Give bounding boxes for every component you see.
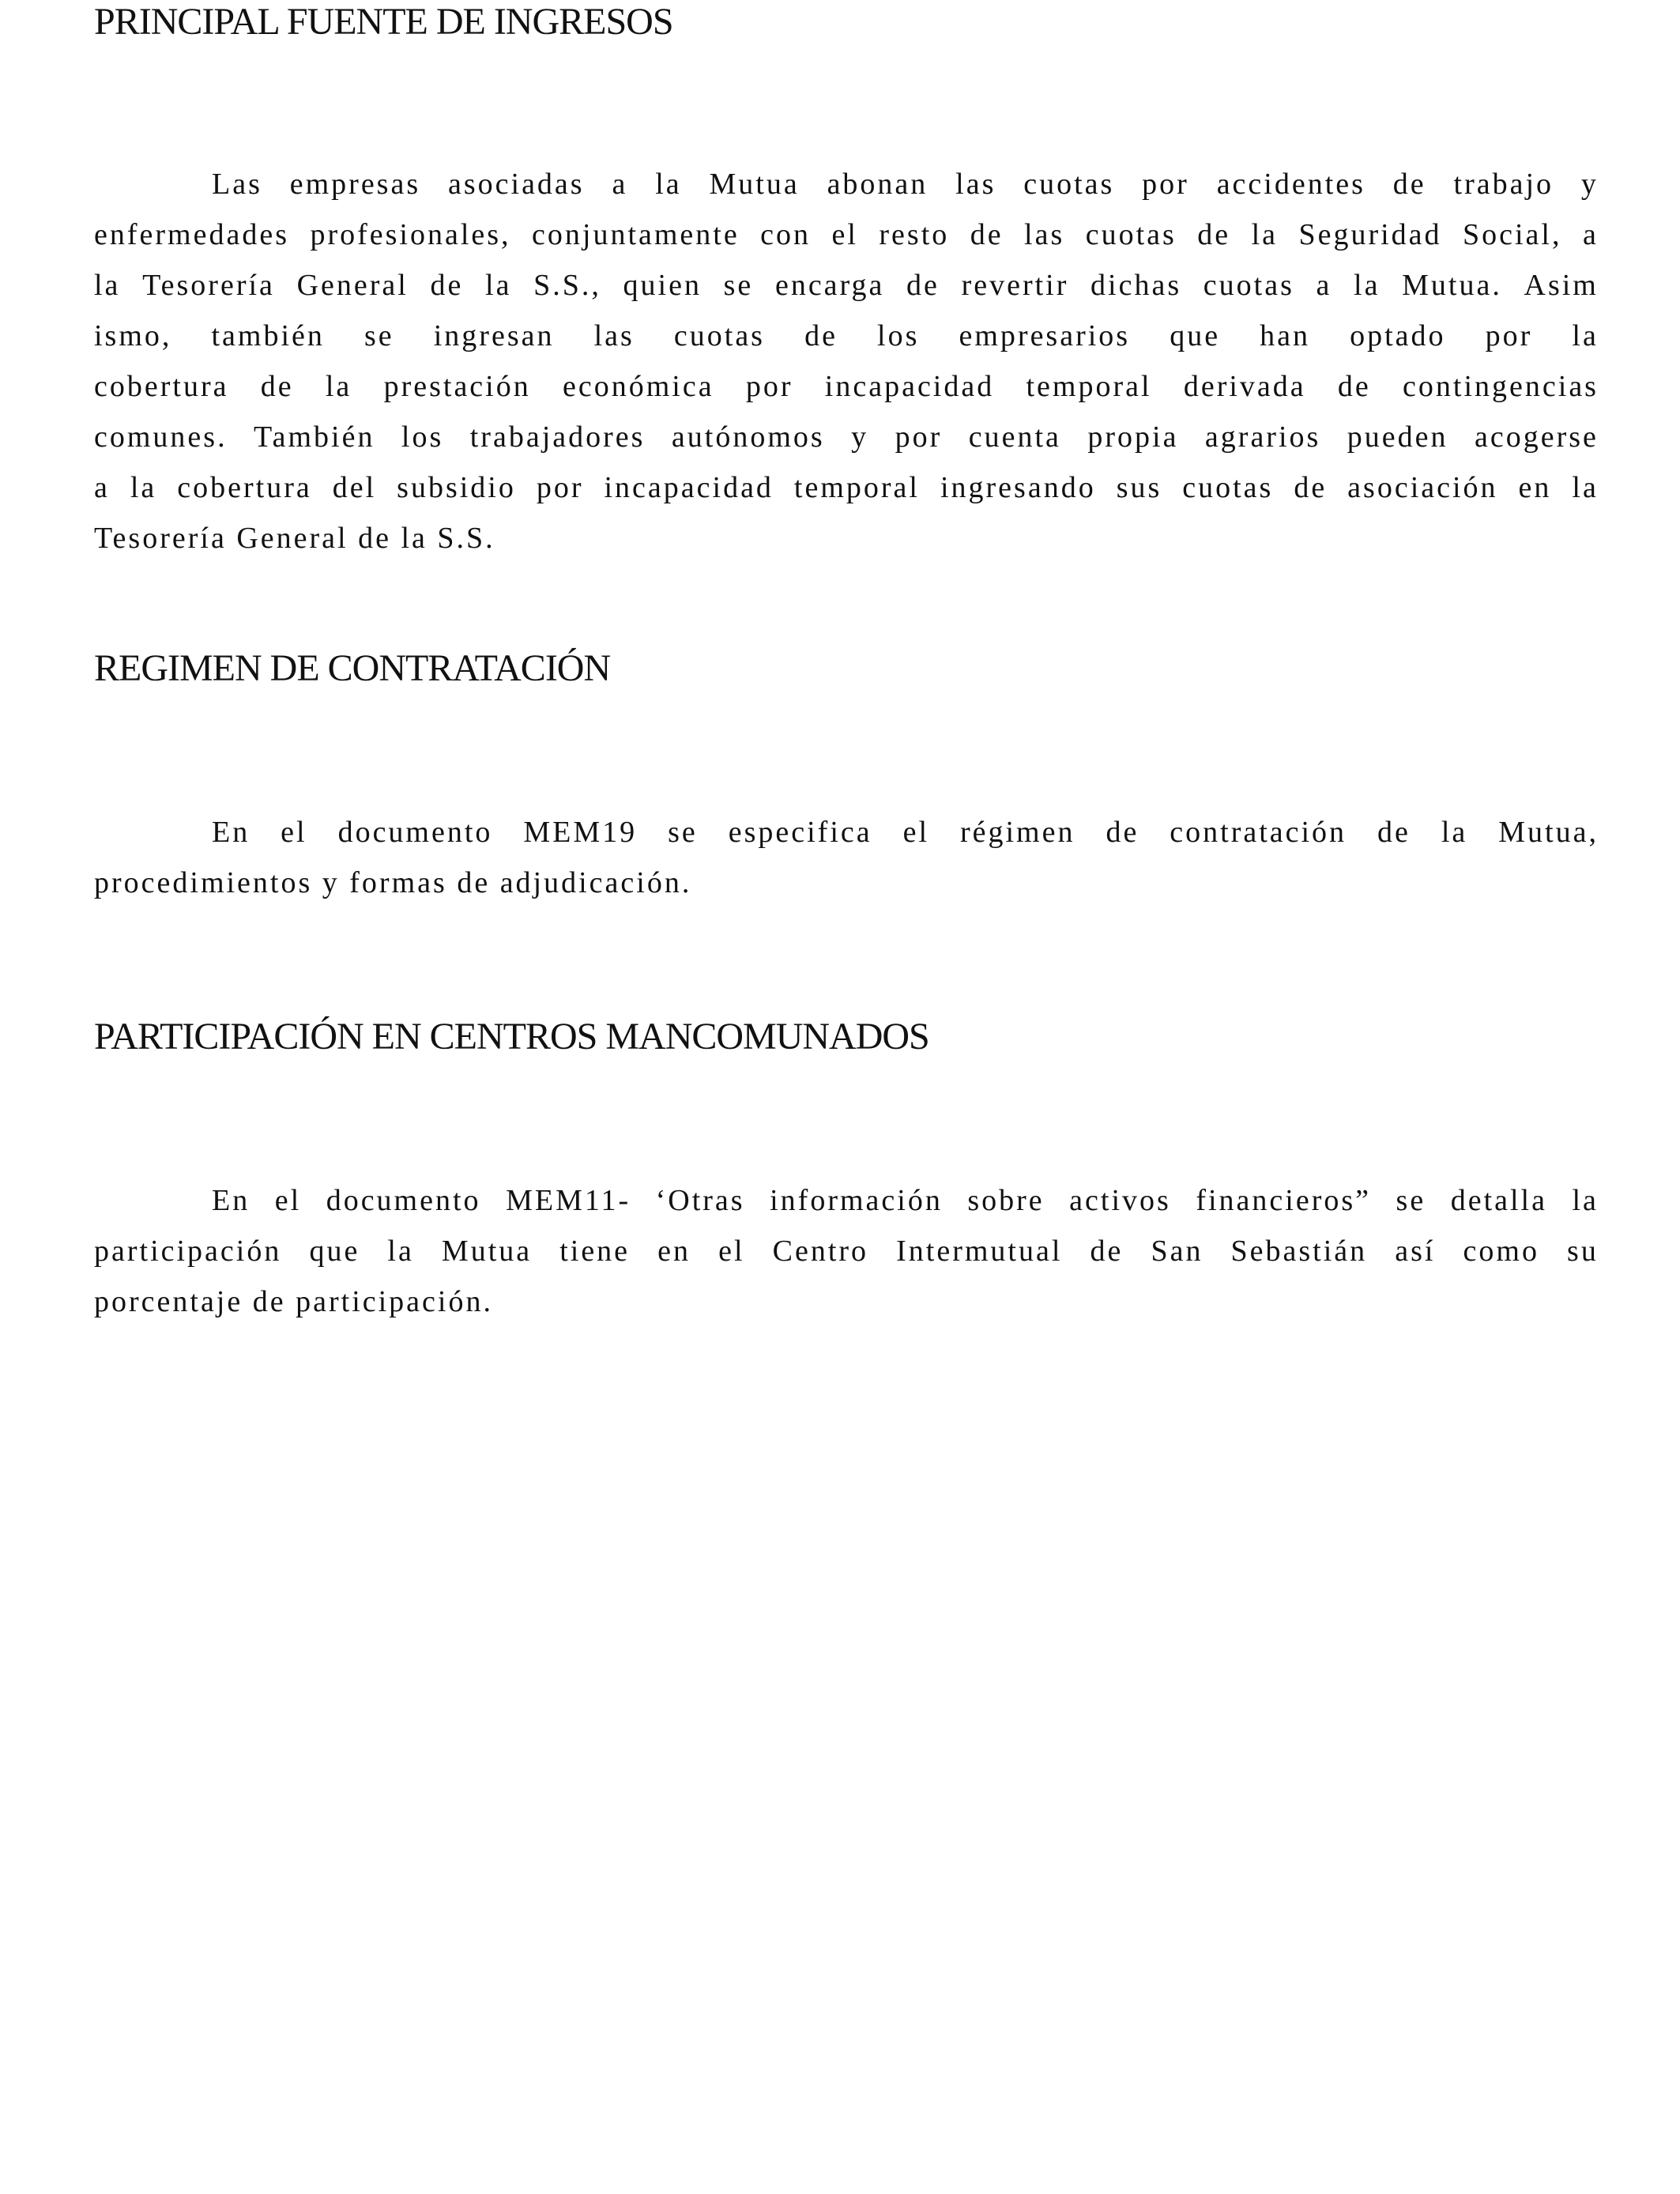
paragraph-ingresos [94,159,1599,564]
word: profesionales, [310,218,511,251]
word: de [906,269,940,302]
word: acogerse [1474,420,1599,454]
word: cuenta [968,420,1061,454]
word: cuotas [673,319,765,352]
word: abonan [827,168,929,201]
paragraph-line [94,361,1599,412]
word: propia [1087,420,1179,454]
word: activos [1069,1184,1171,1217]
section-heading-contratacion: REGIMEN DE CONTRATACIÓN [94,647,611,689]
word: por [536,471,584,504]
word: la [655,168,682,201]
word: quien [623,269,702,302]
word: derivada [1183,370,1306,403]
paragraph-line [94,159,1599,209]
word: por [745,370,793,403]
word: de [1294,471,1328,504]
word: las [955,168,996,201]
word: la [485,269,512,302]
word: sobre [967,1184,1045,1217]
word: enfermedades [94,218,289,251]
paragraph-line [94,513,1599,564]
paragraph-line [94,1175,1599,1226]
word: trabajo [1453,168,1554,201]
word: económica [563,370,714,403]
word: ingresan [433,319,555,352]
word: la [387,1235,414,1268]
word: ‘Otras [655,1184,745,1217]
word: MEM19 [523,816,638,849]
word: las [1024,218,1065,251]
word: y [322,866,350,899]
word: y [851,420,869,454]
word: documento [337,816,493,849]
word: General [236,522,359,555]
paragraph-contratacion [94,807,1599,908]
word: cuotas [1203,269,1294,302]
word: Seguridad [1298,218,1442,251]
word: así [1395,1235,1436,1268]
word: de [1377,816,1411,849]
paragraph-line [94,412,1599,462]
word: cobertura [177,471,312,504]
word: participación. [296,1285,493,1318]
word: la [1441,816,1468,849]
word: por [1142,168,1189,201]
word: cuotas [1182,471,1274,504]
word: como [1463,1235,1539,1268]
word: el [718,1235,745,1268]
word: la [1572,319,1599,352]
word: detalla [1450,1184,1547,1217]
word: financieros” [1196,1184,1372,1217]
word: a [1316,269,1332,302]
word: y [1580,168,1599,201]
word: encarga [774,269,885,302]
word: se [668,816,698,849]
section-heading-centros: PARTICIPACIÓN EN CENTROS MANCOMUNADOS [94,1016,929,1057]
word: los [877,319,920,352]
word: también [211,319,325,352]
word: tiene [559,1235,631,1268]
word: Las [212,168,262,201]
word: ingresando [940,471,1096,504]
word: las [593,319,635,352]
word: la [1572,1184,1599,1217]
word: por [895,420,943,454]
word: la [401,522,438,555]
word: adjudicación. [499,866,692,899]
word: prestación [383,370,531,403]
word: MEM11- [506,1184,631,1217]
word: asociación [1347,471,1498,504]
word: accidentes [1216,168,1365,201]
word: En [212,1184,250,1217]
word: empresarios [959,319,1131,352]
word: la [1251,218,1279,251]
paragraph-line [94,260,1599,311]
word: en [657,1235,691,1268]
word: de [1392,168,1426,201]
word: de [430,269,464,302]
word: procedimientos [94,866,322,899]
word: Tesorería [94,522,237,555]
word: subsidio [397,471,516,504]
word: conjuntamente [532,218,740,251]
word: optado [1350,319,1446,352]
word: S.S., [533,269,601,302]
word: comunes. [94,420,228,454]
word: se [723,269,754,302]
word: por [1485,319,1533,352]
word: que [309,1235,360,1268]
word: revertir [961,269,1069,302]
word: la [94,269,121,302]
word: autónomos [671,420,825,454]
word: Mutua. [1402,269,1502,302]
word: de [252,1285,296,1318]
word: del [332,471,377,504]
word: especifica [728,816,872,849]
paragraph-line [94,858,1599,908]
word: empresas [289,168,421,201]
word: de [1106,816,1139,849]
word: Mutua, [1498,816,1599,849]
word: incapacidad [604,471,774,504]
word: contingencias [1403,370,1599,403]
word: ismo, [94,319,172,352]
word: cuotas [1085,218,1177,251]
word: de [804,319,838,352]
word: Social, [1463,218,1562,251]
word: temporal [1026,370,1152,403]
word: régimen [959,816,1075,849]
word: S.S. [437,522,495,555]
paragraph-line [94,1226,1599,1276]
word: También [254,420,375,454]
word: el [902,816,930,849]
word: se [1396,1184,1426,1217]
word: Sebastián [1230,1235,1368,1268]
word: de [970,218,1004,251]
word: información [770,1184,943,1217]
word: en [1518,471,1552,504]
paragraph-line [94,209,1599,260]
word: formas [349,866,458,899]
word: la [325,370,352,403]
word: se [364,319,394,352]
word: de [358,522,401,555]
word: temporal [793,471,920,504]
word: General [296,269,409,302]
word: el [281,816,307,849]
word: sus [1116,471,1162,504]
word: a [1582,218,1599,251]
word: Mutua [709,168,800,201]
word: pueden [1347,420,1448,454]
word: que [1170,319,1221,352]
word: a [94,471,110,504]
word: Mutua [441,1235,533,1268]
word: la [1572,471,1599,504]
word: San [1151,1235,1203,1268]
word: documento [326,1184,481,1217]
word: participación [94,1235,282,1268]
word: de [1090,1235,1124,1268]
word: Tesorería [142,269,275,302]
word: a [612,168,628,201]
word: con [760,218,812,251]
paragraph-centros [94,1175,1599,1327]
word: trabajadores [469,420,646,454]
word: el [274,1184,302,1217]
word: el [831,218,858,251]
word: porcentaje [94,1285,253,1318]
word: Intermutual [896,1235,1063,1268]
paragraph-line [94,311,1599,361]
word: de [1337,370,1371,403]
word: resto [879,218,950,251]
word: cuotas [1023,168,1115,201]
word: han [1260,319,1311,352]
word: su [1567,1235,1599,1268]
word: En [212,816,250,849]
word: agrarios [1204,420,1321,454]
word: dichas [1090,269,1182,302]
word: de [1197,218,1231,251]
word: la [1354,269,1381,302]
word: incapacidad [824,370,995,403]
word: los [401,420,444,454]
word: Centro [772,1235,869,1268]
word: asociadas [447,168,585,201]
word: cobertura [94,370,229,403]
word: de [260,370,294,403]
word: de [457,866,500,899]
word: contratación [1170,816,1347,849]
paragraph-line [94,462,1599,513]
word: Asim [1524,269,1599,302]
word: la [130,471,157,504]
paragraph-line [94,1276,1599,1327]
paragraph-line [94,807,1599,858]
section-heading-ingresos: PRINCIPAL FUENTE DE INGRESOS [94,1,673,43]
